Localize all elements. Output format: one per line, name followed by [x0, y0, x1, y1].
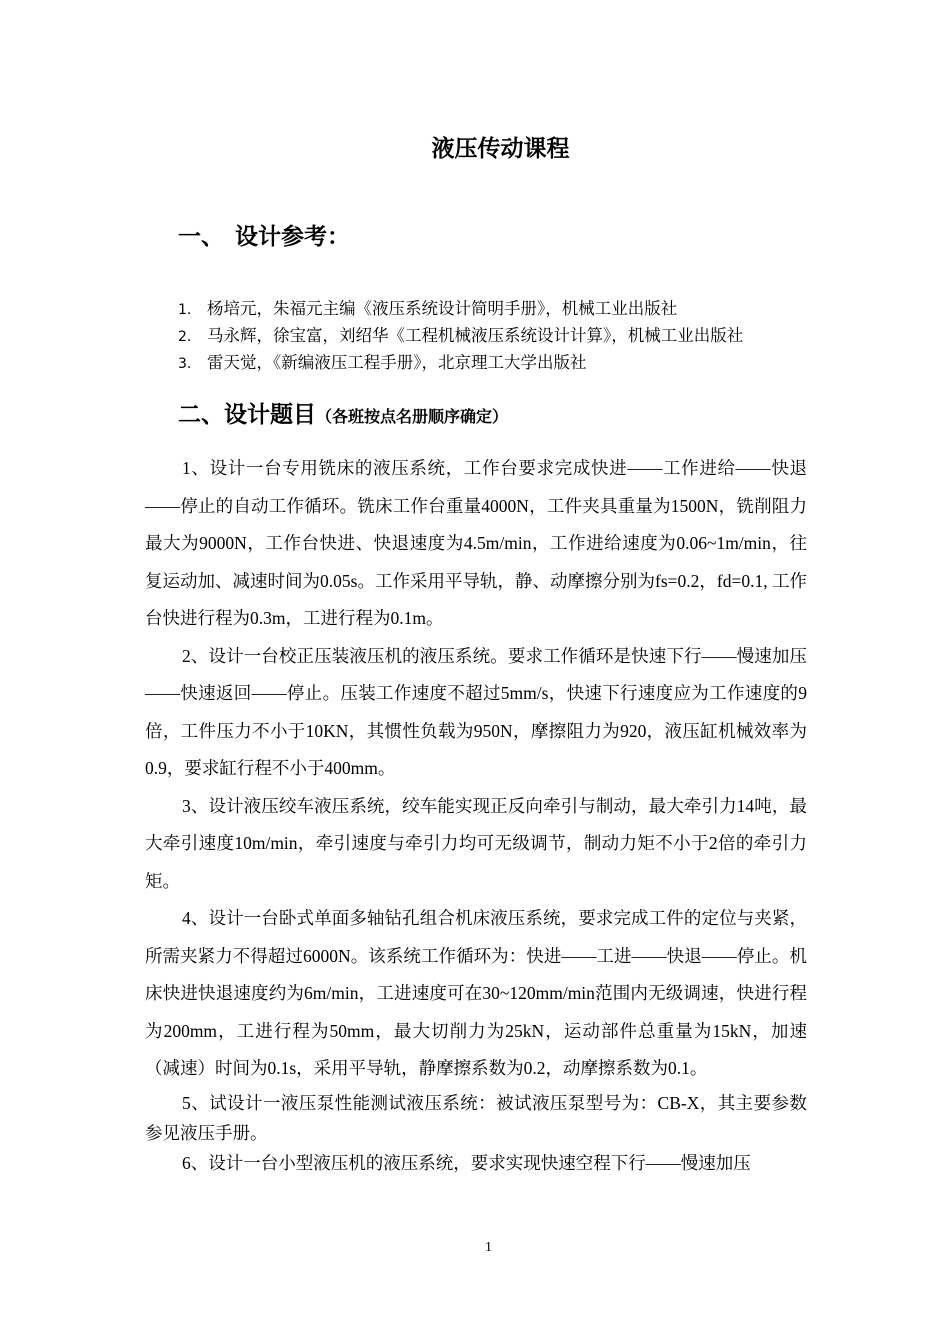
section-title: 设计参考： — [235, 224, 350, 250]
reference-text: 杨培元，朱福元主编《液压系统设计简明手册》，机械工业出版社 — [207, 299, 678, 318]
page-title: 液压传动课程 — [431, 136, 570, 162]
section-title: 二、设计题目 — [178, 402, 316, 428]
page-number: 1 — [485, 1240, 492, 1255]
reference-number: 3. — [178, 356, 192, 372]
topic-paragraph-1: 1、设计一台专用铣床的液压系统，工作台要求完成快进——工作进给——快退——停止的自动工作循环。铣床工作台重量4000N，工件夹具重量为1500N，铣削阻力最大为9000N，工作台快进、快退速度为4.5m/min，工作进给速度为0.06~1m/min，往复运动加、减速时间为0.05s。工作采用平导轨，静、动摩擦分别为fs=0.2，fd=0.1, 工作台快进行程为0.3m，工进行程为0.1m。 — [145, 458, 807, 628]
topic-paragraph-4: 4、设计一台卧式单面多轴钻孔组合机床液压系统，要求完成工件的定位与夹紧，所需夹紧力不得超过6000N。该系统工作循环为：快进——工进——快退——停止。机床快进快退速度约为6m/min，工进速度可在30~120mm/min范围内无级调速，快进行程为200mm，工进行程为50mm，最大切削力为25kN，运动部件总重量为15kN，加速（减速）时间为0.1s，采用平导轨，静摩擦系数为0.2，动摩擦系数为0.1。 — [145, 908, 807, 1078]
section-number: 一、 — [178, 224, 224, 250]
section-heading-topics — [178, 398, 508, 434]
reference-item — [178, 323, 818, 350]
reference-list — [178, 296, 818, 377]
section-note: （各班按点名册顺序确定） — [316, 407, 509, 426]
reference-number: 1. — [178, 302, 192, 318]
reference-text: 雷天觉，《新编液压工程手册》，北京理工大学出版社 — [207, 353, 587, 372]
reference-item — [178, 350, 818, 377]
reference-number: 2. — [178, 329, 192, 345]
topic-paragraph-6: 6、设计一台小型液压机的液压系统，要求实现快速空程下行——慢速加压 — [182, 1152, 751, 1173]
topic-paragraph-2: 2、设计一台校正压装液压机的液压系统。要求工作循环是快速下行——慢速加压——快速返回——停止。压装工作速度不超过5mm/s，快速下行速度应为工作速度的9倍，工件压力不小于10KN，其惯性负载为950N，摩擦阻力为920，液压缸机械效率为0.9，要求缸行程不小于400mm。 — [145, 645, 807, 778]
section-heading-references — [178, 220, 350, 254]
topic-paragraph-5: 5、试设计一液压泵性能测试液压系统：被试液压泵型号为：CB-X，其主要参数参见液压手册。 — [145, 1092, 807, 1143]
reference-text: 马永辉，徐宝富，刘绍华《工程机械液压系统设计计算》，机械工业出版社 — [207, 326, 744, 345]
topic-paragraph-3: 3、设计液压绞车液压系统，绞车能实现正反向牵引与制动，最大牵引力14吨，最大牵引速度10m/min，牵引速度与牵引力均可无级调节，制动力矩不小于2倍的牵引力矩。 — [145, 795, 807, 891]
reference-item — [178, 296, 818, 323]
topic-list — [145, 450, 807, 1178]
